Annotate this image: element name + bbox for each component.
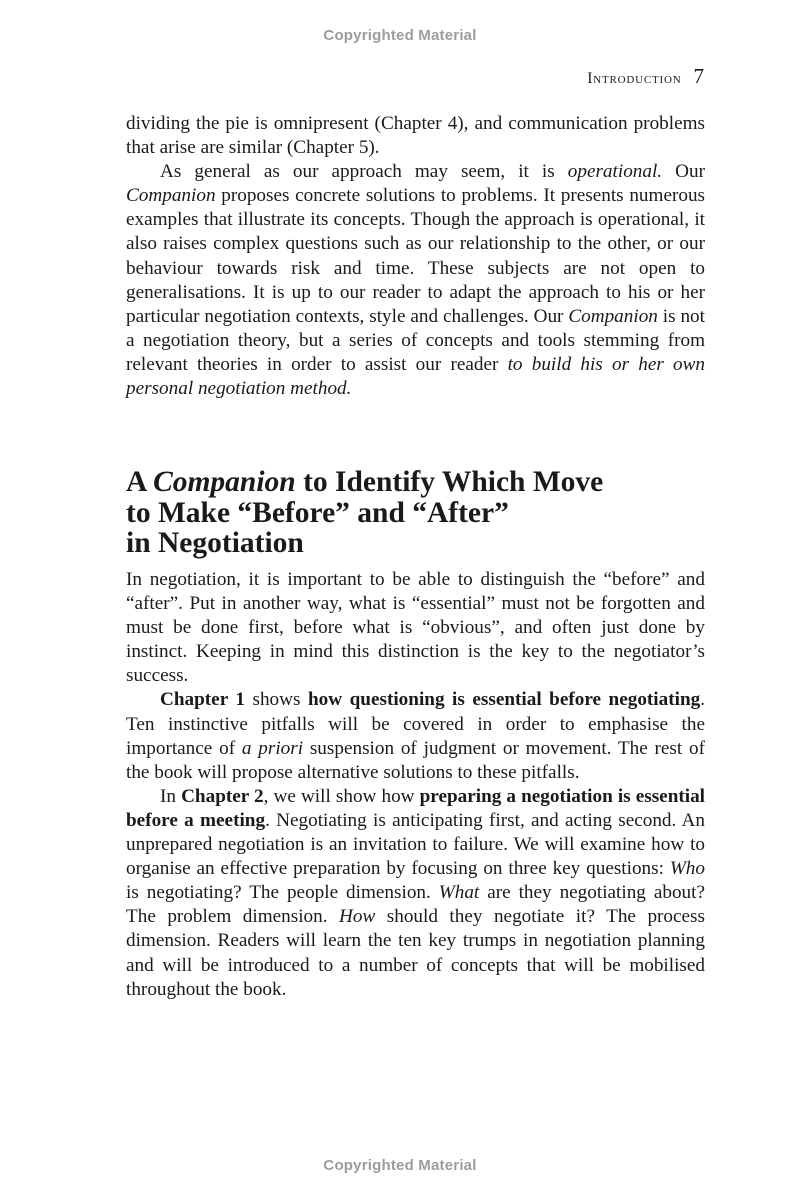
paragraph: Chapter 1 shows how questioning is essential before negotiating. Ten instinctive pitfalls will be covered in order to emphasise the importance of a priori suspension of judgment or movement. The rest of the book will propose alternative solutions to these pitfalls. <box>126 689 706 783</box>
section-body-text <box>126 568 705 1002</box>
heading-line: in Negotiation <box>126 527 304 559</box>
paragraph: In Chapter 2, we will show how preparing a negotiation is essential before a meeting. Negotiating is anticipating first, and acting second. An unprepared negotiation is an invitation to failure. We will examine how to organise an effective preparation by focusing on three key questions: Who is negotiating? The people dimension. What are they negotiating about? The problem dimension. How should they negotiate it? The process dimension. Readers will learn the ten key trumps in negotiation planning and will be introduced to a number of concepts that will be mobilised throughout the book. <box>126 785 706 1000</box>
heading-line: A Companion to Identify Which Move <box>126 466 604 498</box>
copyright-watermark-top: Copyrighted Material <box>323 27 477 44</box>
copyright-watermark-bottom: Copyrighted Material <box>323 1157 477 1174</box>
running-head <box>587 64 704 89</box>
paragraph: As general as our approach may seem, it is operational. Our Companion proposes concrete solutions to problems. It presents numerous examples that illustrate its concepts. Though the approach is operational, it also raises complex questions such as our relationship to the other, or our behaviour towards risk and time. These subjects are not open to generalisations. It is up to our reader to adapt the approach to his or her particular negotiation contexts, style and challenges. Our Companion is not a negotiation theory, but a series of concepts and tools stemming from relevant theories in order to assist our reader to build his or her own personal negotiation method. <box>126 161 706 400</box>
page-number: 7 <box>693 64 704 88</box>
section-intro-text <box>126 112 705 401</box>
running-head-title: Introduction <box>587 70 682 87</box>
heading-line: to Make “Before” and “After” <box>126 496 509 529</box>
section-heading <box>126 467 726 559</box>
paragraph: In negotiation, it is important to be able to distinguish the “before” and “after”. Put in another way, what is “essential” must not be forgotten and must be done first, before what is “obvious”, and often just done by instinct. Keeping in mind this distinction is the key to the negotiator’s success. <box>126 569 705 687</box>
paragraph: dividing the pie is omnipresent (Chapter 4), and communication problems that arise are similar (Chapter 5). <box>126 113 705 159</box>
